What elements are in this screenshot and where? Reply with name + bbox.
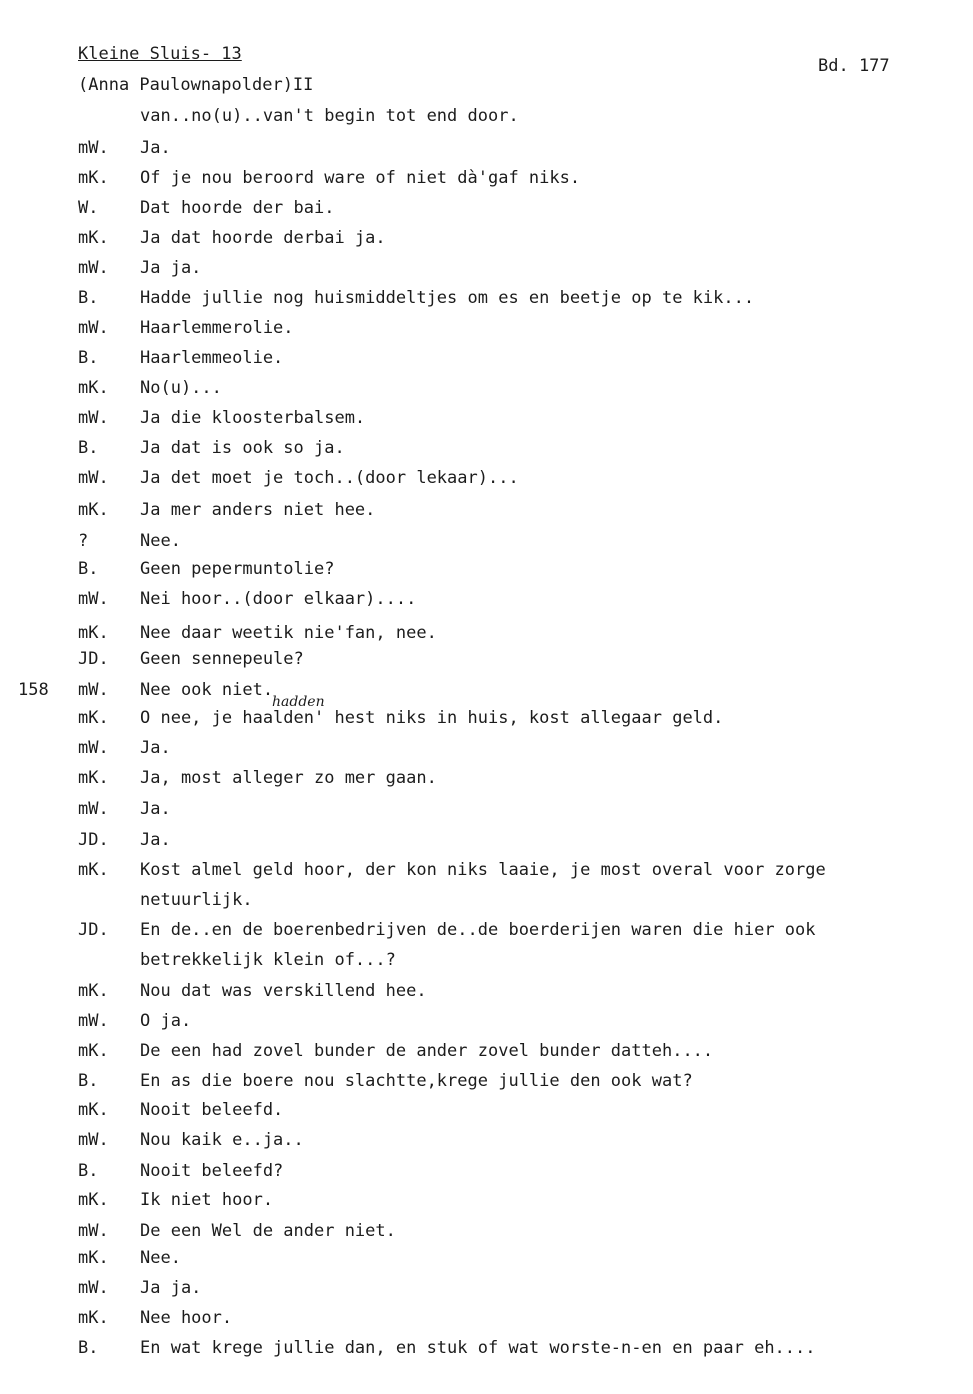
speaker-label: JD. — [78, 830, 109, 850]
speaker-label: mW. — [78, 138, 109, 158]
speaker-label: JD. — [78, 920, 109, 940]
utterance-text: netuurlijk. — [140, 890, 253, 910]
speaker-label: mK. — [78, 708, 109, 728]
speaker-label: B. — [78, 1338, 99, 1358]
utterance-text: Nee ook niet. — [140, 680, 274, 700]
speaker-label: mK. — [78, 768, 109, 788]
speaker-label: mK. — [78, 168, 109, 188]
utterance-text: Nou dat was verskillend hee. — [140, 981, 427, 1001]
speaker-label: mW. — [78, 1278, 109, 1298]
utterance-text: No(u)... — [140, 378, 222, 398]
page-title: Kleine Sluis- 13 — [78, 44, 242, 64]
speaker-label: mW. — [78, 589, 109, 609]
speaker-label: mW. — [78, 468, 109, 488]
utterance-text: Ja. — [140, 738, 171, 758]
utterance-text: Ja. — [140, 799, 171, 819]
speaker-label: mK. — [78, 1041, 109, 1061]
speaker-label: mW. — [78, 318, 109, 338]
utterance-text: O ja. — [140, 1011, 192, 1031]
speaker-label: mK. — [78, 1248, 109, 1268]
utterance-text: O nee, je haalden' hest niks in huis, kost allegaar geld. — [140, 708, 724, 728]
utterance-text: Ja. — [140, 830, 171, 850]
speaker-label: mK. — [78, 228, 109, 248]
speaker-label: mK. — [78, 981, 109, 1001]
utterance-text: Kost almel geld hoor, der kon niks laaie, je most overal voor zorge — [140, 860, 826, 880]
speaker-label: mW. — [78, 680, 109, 700]
utterance-text: Ja dat hoorde derbai ja. — [140, 228, 386, 248]
speaker-label: B. — [78, 559, 99, 579]
utterance-text: Ik niet hoor. — [140, 1190, 274, 1210]
page-subtitle: (Anna Paulownapolder)II — [78, 75, 314, 95]
utterance-text: De een had zovel bunder de ander zovel bunder datteh.... — [140, 1041, 714, 1061]
speaker-label: mW. — [78, 1221, 109, 1241]
utterance-text: Geen sennepeule? — [140, 649, 304, 669]
utterance-text: Ja det moet je toch..(door lekaar)... — [140, 468, 519, 488]
utterance-text: Nooit beleefd. — [140, 1100, 284, 1120]
speaker-label: JD. — [78, 649, 109, 669]
utterance-text: Haarlemmerolie. — [140, 318, 294, 338]
utterance-text: Nee. — [140, 1248, 181, 1268]
speaker-label: mW. — [78, 258, 109, 278]
utterance-text: Geen pepermuntolie? — [140, 559, 335, 579]
utterance-text: Ja ja. — [140, 258, 202, 278]
speaker-label: mK. — [78, 378, 109, 398]
utterance-text: Ja ja. — [140, 1278, 202, 1298]
speaker-label: B. — [78, 348, 99, 368]
utterance-text: Hadde jullie nog huismiddeltjes om es en beetje op te kik... — [140, 288, 755, 308]
speaker-label: mW. — [78, 1011, 109, 1031]
utterance-text: Nooit beleefd? — [140, 1161, 284, 1181]
utterance-text: van..no(u)..van't begin tot end door. — [140, 106, 519, 126]
speaker-label: mW. — [78, 408, 109, 428]
utterance-text: Ja die kloosterbalsem. — [140, 408, 366, 428]
utterance-text: Nou kaik e..ja.. — [140, 1130, 304, 1150]
utterance-text: En de..en de boerenbedrijven de..de boerderijen waren die hier ook — [140, 920, 816, 940]
utterance-text: Nee hoor. — [140, 1308, 233, 1328]
speaker-label: ? — [78, 531, 89, 551]
speaker-label: mW. — [78, 1130, 109, 1150]
speaker-label: B. — [78, 288, 99, 308]
margin-page-number: 158 — [18, 680, 49, 700]
utterance-text: Ja. — [140, 138, 171, 158]
speaker-label: mK. — [78, 1190, 109, 1210]
speaker-label: mW. — [78, 799, 109, 819]
utterance-text: Ja mer anders niet hee. — [140, 500, 376, 520]
page-reference: Bd. 177 — [818, 56, 890, 76]
utterance-text: Dat hoorde der bai. — [140, 198, 335, 218]
speaker-label: mW. — [78, 738, 109, 758]
utterance-text: De een Wel de ander niet. — [140, 1221, 396, 1241]
utterance-text: Nei hoor..(door elkaar).... — [140, 589, 417, 609]
utterance-text: betrekkelijk klein of...? — [140, 950, 396, 970]
utterance-text: Haarlemmeolie. — [140, 348, 284, 368]
utterance-text: En wat krege jullie dan, en stuk of wat worste-n-en en paar eh.... — [140, 1338, 816, 1358]
speaker-label: mK. — [78, 500, 109, 520]
speaker-label: W. — [78, 198, 99, 218]
handwritten-annotation: hadden — [272, 694, 325, 710]
speaker-label: mK. — [78, 860, 109, 880]
speaker-label: B. — [78, 1071, 99, 1091]
utterance-text: Nee daar weetik nie'fan, nee. — [140, 623, 437, 643]
utterance-text: Ja, most alleger zo mer gaan. — [140, 768, 437, 788]
speaker-label: mK. — [78, 1100, 109, 1120]
speaker-label: B. — [78, 438, 99, 458]
utterance-text: Ja dat is ook so ja. — [140, 438, 345, 458]
speaker-label: mK. — [78, 623, 109, 643]
utterance-text: En as die boere nou slachtte,krege jullie den ook wat? — [140, 1071, 693, 1091]
speaker-label: B. — [78, 1161, 99, 1181]
speaker-label: mK. — [78, 1308, 109, 1328]
utterance-text: Of je nou beroord ware of niet dà'gaf niks. — [140, 168, 581, 188]
utterance-text: Nee. — [140, 531, 181, 551]
